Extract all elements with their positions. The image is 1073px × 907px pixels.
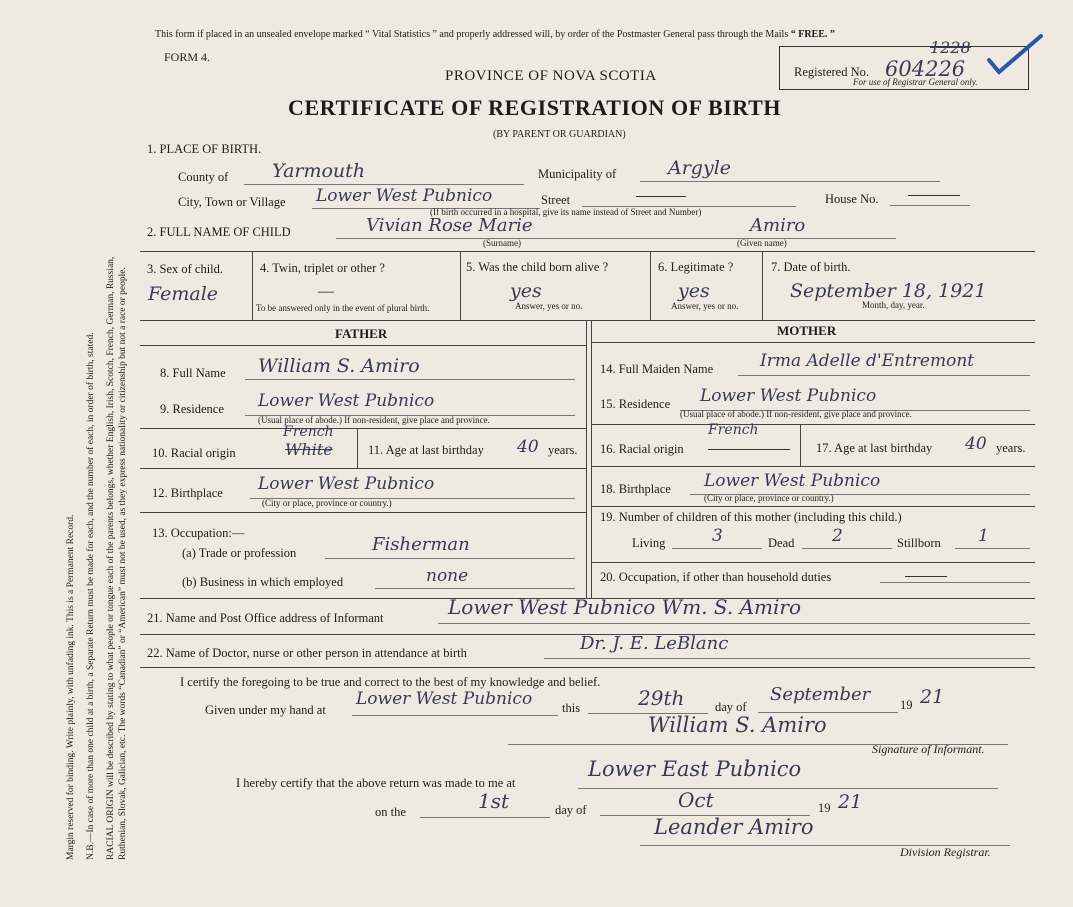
margin-note-nb: N.B.—In case of more than one child at a birth, a Separate Return must be made for each, and the number of each, in order of birth, stated.	[86, 332, 96, 860]
dob-label: 7. Date of birth.	[771, 260, 851, 274]
informant-label: 21. Name and Post Office address of Informant	[147, 611, 384, 625]
stillborn-label: Stillborn	[897, 536, 941, 550]
street-label: Street	[541, 193, 571, 207]
margin-note-binding: Margin reserved for binding. Write plainly, with unfading ink. This is a Permanent Record.	[66, 514, 76, 860]
mother-name-label: 14. Full Maiden Name	[600, 362, 714, 376]
living-label: Living	[632, 536, 666, 550]
father-years-label: years.	[548, 443, 578, 457]
father-name-label: 8. Full Name	[160, 366, 226, 380]
father-race-value: French	[283, 424, 334, 440]
mother-years-label: years.	[996, 441, 1026, 455]
dead-label: Dead	[768, 536, 795, 550]
registered-number-struck: 1228	[930, 38, 971, 57]
father-business-value: none	[426, 566, 469, 586]
mother-birthplace-label: 18. Birthplace	[600, 482, 671, 496]
mother-age-label: 17. Age at last birthday	[816, 441, 933, 455]
father-residence-label: 9. Residence	[160, 402, 224, 416]
born-alive-label: 5. Was the child born alive ?	[466, 260, 609, 274]
legitimate-value: yes	[678, 280, 710, 302]
child-name-label: 2. FULL NAME OF CHILD	[147, 225, 291, 239]
registrar-on-label: on the	[375, 805, 406, 819]
registrar-signature-label: Division Registrar.	[900, 845, 991, 859]
registered-label: Registered No.	[794, 65, 869, 79]
municipality-label: Municipality of	[538, 167, 617, 181]
mother-heading: MOTHER	[777, 323, 837, 338]
mother-birthplace-value: Lower West Pubnico	[704, 471, 881, 491]
twin-label: 4. Twin, triplet or other ?	[260, 261, 385, 275]
certify-day-of-label: day of	[715, 700, 747, 714]
city-label: City, Town or Village	[178, 195, 286, 209]
house-number-label: House No.	[825, 192, 879, 206]
child-surname: Amiro	[750, 215, 806, 236]
form-number: FORM 4.	[164, 50, 211, 64]
living-value: 3	[712, 526, 723, 546]
mother-age-value: 40	[965, 434, 987, 454]
doctor-value: Dr. J. E. LeBlanc	[580, 633, 729, 654]
father-occupation-label: 13. Occupation:—	[152, 526, 245, 540]
doctor-label: 22. Name of Doctor, nurse or other person in attendance at birth	[147, 646, 467, 660]
place-section-label: 1. PLACE OF BIRTH.	[147, 142, 262, 156]
father-name-value: William S. Amiro	[258, 355, 420, 377]
legitimate-note: Answer, yes or no.	[671, 301, 739, 311]
father-residence-value: Lower West Pubnico	[258, 391, 435, 411]
informant-signature-label: Signature of Informant.	[872, 742, 985, 756]
father-age-label: 11. Age at last birthday	[368, 443, 484, 457]
father-birthplace-note: (City or place, province or country.)	[262, 498, 392, 508]
twin-note: To be answered only in the event of plural birth.	[256, 303, 430, 313]
sex-label: 3. Sex of child.	[147, 262, 224, 276]
informant-value: Lower West Pubnico Wm. S. Amiro	[448, 595, 801, 619]
registered-number: 604226	[885, 57, 966, 81]
county-value: Yarmouth	[272, 160, 366, 182]
mother-name-value: Irma Adelle d'Entremont	[760, 351, 975, 371]
registrar-general-note: For use of Registrar General only.	[853, 77, 978, 87]
mother-occupation-label: 20. Occupation, if other than household duties	[600, 570, 832, 584]
checkmark-icon	[985, 30, 1045, 75]
legitimate-label: 6. Legitimate ?	[658, 260, 734, 274]
page-subtitle: (BY PARENT OR GUARDIAN)	[493, 129, 626, 140]
margin-note-racial-origin-cont: Ruthenian, Slovak, Galician, etc. The words “Canadian” or “American” must not be used, as they express nationality or citizenship but not a race or people.	[118, 267, 128, 860]
mother-children-label: 19. Number of children of this mother (including this child.)	[600, 510, 902, 524]
county-label: County of	[178, 170, 229, 184]
certify-year-prefix: 19	[900, 698, 913, 712]
page-title: CERTIFICATE OF REGISTRATION OF BIRTH	[288, 95, 782, 120]
registrar-statement: I hereby certify that the above return was made to me at	[236, 776, 516, 790]
father-heading: FATHER	[335, 326, 388, 341]
father-trade-label: (a) Trade or profession	[182, 546, 297, 560]
father-residence-note: (Usual place of abode.) If non-resident, give place and province.	[258, 415, 490, 425]
certify-month-value: September	[770, 684, 871, 705]
certify-statement: I certify the foregoing to be true and correct to the best of my knowledge and belief.	[180, 675, 601, 689]
sex-value: Female	[148, 283, 219, 305]
dob-value: September 18, 1921	[790, 280, 987, 302]
mother-race-value: French	[708, 422, 759, 438]
registrar-month-value: Oct	[678, 788, 714, 812]
father-business-label: (b) Business in which employed	[182, 575, 344, 589]
dob-note: Month, day, year.	[862, 300, 925, 310]
father-age-value: 40	[517, 437, 539, 457]
certify-year-value: 21	[920, 686, 945, 708]
born-alive-note: Answer, yes or no.	[515, 301, 583, 311]
father-birthplace-label: 12. Birthplace	[152, 486, 223, 500]
city-value: Lower West Pubnico	[316, 186, 493, 206]
registrar-signature: Leander Amiro	[654, 815, 814, 839]
given-under-label: Given under my hand at	[205, 703, 326, 717]
born-alive-value: yes	[510, 280, 542, 302]
hospital-note: (If birth occurred in a hospital, give its name instead of Street and Number)	[430, 207, 702, 217]
margin-note-racial-origin: RACIAL ORIGIN will be described by stating to what people or tongue each of the parents belongs, whether English, Irish, Scotch, French, German, Russian,	[106, 256, 116, 860]
this-label: this	[562, 701, 581, 715]
certify-day-value: 29th	[638, 686, 685, 710]
surname-note: (Surname)	[483, 238, 521, 248]
province-heading: PROVINCE OF NOVA SCOTIA	[445, 68, 657, 84]
twin-value: —	[318, 283, 334, 300]
registrar-day-of-label: day of	[555, 803, 587, 817]
mother-race-label: 16. Racial origin	[600, 442, 684, 456]
mother-residence-label: 15. Residence	[600, 397, 671, 411]
father-birthplace-value: Lower West Pubnico	[258, 474, 435, 494]
father-race-struck: White	[285, 440, 333, 459]
registrar-year-prefix: 19	[818, 801, 831, 815]
mother-birthplace-note: (City or place, province or country.)	[704, 493, 834, 503]
registrar-year-value: 21	[838, 791, 863, 813]
informant-signature: William S. Amiro	[648, 713, 827, 737]
child-given-name: Vivian Rose Marie	[366, 215, 533, 236]
mail-notice: This form if placed in an unsealed envelope marked “ Vital Statistics ” and properly addressed will, by order of the Postmaster General pass through the Mails “ FREE. ”	[155, 29, 835, 40]
father-trade-value: Fisherman	[372, 534, 470, 555]
mother-residence-value: Lower West Pubnico	[700, 386, 877, 406]
given-name-note: (Given name)	[737, 238, 787, 248]
registrar-place-value: Lower East Pubnico	[588, 757, 802, 781]
dead-value: 2	[832, 526, 843, 546]
registrar-day-value: 1st	[478, 789, 510, 813]
stillborn-value: 1	[978, 526, 989, 546]
municipality-value: Argyle	[668, 157, 732, 179]
father-race-label: 10. Racial origin	[152, 446, 236, 460]
given-place-value: Lower West Pubnico	[356, 689, 533, 709]
mother-residence-note: (Usual place of abode.) If non-resident, give place and province.	[680, 409, 912, 419]
